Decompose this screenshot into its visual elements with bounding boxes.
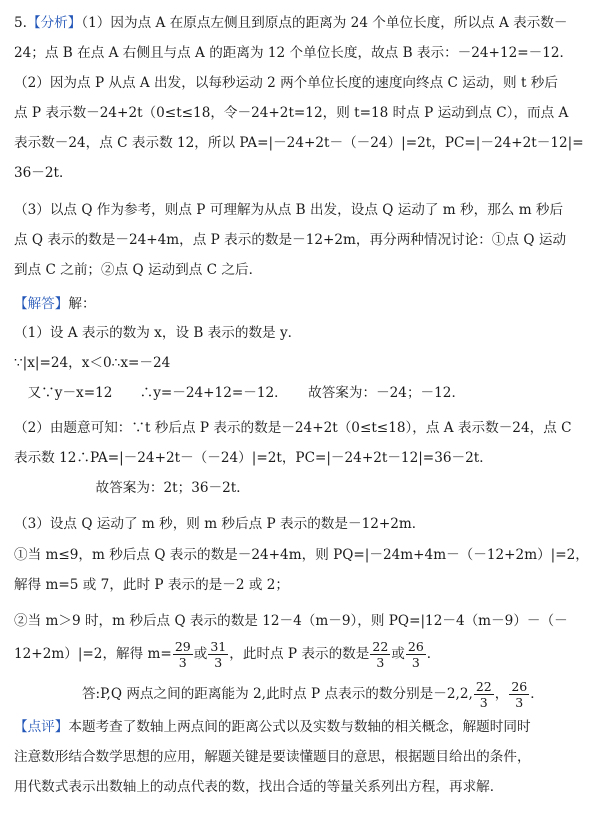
fraction-denominator: 3 xyxy=(178,655,187,670)
text-segment: 答:P,Q 两点之间的距离能为 2,此时点 P 点表示的数分别是－2,2, xyxy=(14,686,473,702)
section-tag: 【解答】 xyxy=(14,296,69,312)
section-tag: 【分析】 xyxy=(26,15,82,31)
text-line xyxy=(14,68,593,98)
fraction-numerator: 26 xyxy=(511,679,528,694)
text-line xyxy=(14,473,593,503)
fraction-numerator: 26 xyxy=(407,639,424,654)
text-line xyxy=(14,540,593,570)
text-segment: ②当 m＞9 时，m 秒后点 Q 表示的数是 12－4（m－9），则 PQ=|12－4（m－9）－（－ xyxy=(14,613,568,629)
text-segment: ． xyxy=(530,686,544,702)
fraction xyxy=(406,639,426,670)
text-segment: 本题考查了数轴上两点间的距离公式以及实数与数轴的相关概念，解题时同时 xyxy=(68,719,531,735)
text-segment: 点 P 表示数－24+2t（0≤t≤18，令－24+2t=12，则 t=18 时点 P 运动到点 C），而点 A xyxy=(14,105,569,121)
text-line xyxy=(14,289,593,319)
text-line xyxy=(14,38,593,68)
text-segment: 又∵y－x=12 ∴y=－24+12=－12． 故答案为：－24；－12． xyxy=(14,385,466,401)
text-line xyxy=(14,128,593,158)
text-segment: ，此时点 P 表示的数是 xyxy=(229,646,370,662)
fraction-numerator: 22 xyxy=(372,639,389,654)
text-segment: ∵|x|=24，x＜0∴x=－24 xyxy=(14,355,171,371)
text-segment: ， xyxy=(494,686,509,702)
text-segment: （1）因为点 A 在原点左侧且到原点的距离为 24 个单位长度，所以点 A 表示数－ xyxy=(81,15,568,31)
fraction-numerator: 29 xyxy=(174,639,191,654)
text-line xyxy=(14,742,593,772)
text-segment: 5. xyxy=(14,15,27,31)
text-segment: 解得 m=5 或 7，此时 P 表示的是－2 或 2； xyxy=(14,577,289,593)
fraction xyxy=(173,639,193,670)
text-segment: 点 Q 表示的数是－24+4m，点 P 表示的数是－12+2m，再分两种情况讨论：①点 Q 运动 xyxy=(14,232,567,248)
text-line xyxy=(14,443,593,473)
text-line xyxy=(14,672,593,716)
text-line xyxy=(14,348,593,378)
text-segment: ． xyxy=(426,646,441,662)
text-segment: 36－2t． xyxy=(14,165,73,181)
text-line xyxy=(14,378,593,408)
text-line xyxy=(14,195,593,225)
text-segment: 到点 C 之前；②点 Q 运动到点 C 之后． xyxy=(14,262,263,278)
text-line xyxy=(14,509,593,539)
fraction xyxy=(474,679,494,710)
fraction xyxy=(509,679,529,710)
text-segment: （3）以点 Q 作为参考，则点 P 可理解为从点 B 出发，设点 Q 运动了 m 秒，那么 m 秒后 xyxy=(14,202,564,218)
text-line xyxy=(14,570,593,600)
text-segment: ①当 m≤9，m 秒后点 Q 表示的数是－24+4m，则 PQ=|－24m+4m－（－12+2m）|=2， xyxy=(14,547,589,563)
text-segment: （1）设 A 表示的数为 x，设 B 表示的数是 y． xyxy=(14,325,302,341)
text-line xyxy=(14,98,593,128)
text-line xyxy=(14,158,593,188)
fraction xyxy=(370,639,390,670)
text-segment: 注意数形结合数学思想的应用，解题关键是要读懂题目的意思，根据题目给出的条件， xyxy=(14,749,531,765)
text-line xyxy=(14,225,593,255)
fraction-numerator: 31 xyxy=(210,639,227,654)
fraction-denominator: 3 xyxy=(479,695,488,710)
text-segment: 解： xyxy=(68,296,96,312)
section-tag: 【点评】 xyxy=(14,719,69,735)
text-segment: 用代数式表示出数轴上的动点代表的数，找出合适的等量关系列出方程，再求解． xyxy=(14,779,504,795)
text-segment: 24；点 B 在点 A 右侧且与点 A 的距离为 12 个单位长度，故点 B 表示：－24+12=－12． xyxy=(14,45,574,61)
text-line xyxy=(14,712,593,742)
text-segment: 或 xyxy=(193,646,208,662)
fraction-denominator: 3 xyxy=(214,655,223,670)
text-line xyxy=(14,318,593,348)
text-segment: 故答案为：2t；36－2t． xyxy=(14,480,250,496)
text-segment: 或 xyxy=(391,646,405,662)
text-segment: （2）因为点 P 从点 A 出发，以每秒运动 2 两个单位长度的速度向终点 C 运动，则 t 秒后 xyxy=(14,75,558,91)
text-line xyxy=(14,8,593,38)
fraction-denominator: 3 xyxy=(376,655,385,670)
text-line xyxy=(14,772,593,802)
fraction-denominator: 3 xyxy=(411,655,420,670)
text-line xyxy=(14,632,593,676)
fraction-numerator: 22 xyxy=(475,679,492,694)
text-segment: 表示数－24，点 C 表示数 12，所以 PA=|－24+2t－（－24）|=2t，PC=|－24+2t－12|= xyxy=(14,135,584,151)
text-segment: 表示数 12∴PA=|－24+2t－（－24）|=2t，PC=|－24+2t－12|=36－2t． xyxy=(14,450,493,466)
text-segment: （2）由题意可知：∵t 秒后点 P 表示的数是－24+2t（0≤t≤18），点 A 表示数－24，点 C xyxy=(14,420,572,436)
fraction xyxy=(208,639,228,670)
text-line xyxy=(14,413,593,443)
text-segment: 12+2m）|=2，解得 m= xyxy=(14,646,172,662)
fraction-denominator: 3 xyxy=(515,695,524,710)
text-segment: （3）设点 Q 运动了 m 秒，则 m 秒后点 P 表示的数是－12+2m． xyxy=(14,516,426,532)
text-line xyxy=(14,255,593,285)
